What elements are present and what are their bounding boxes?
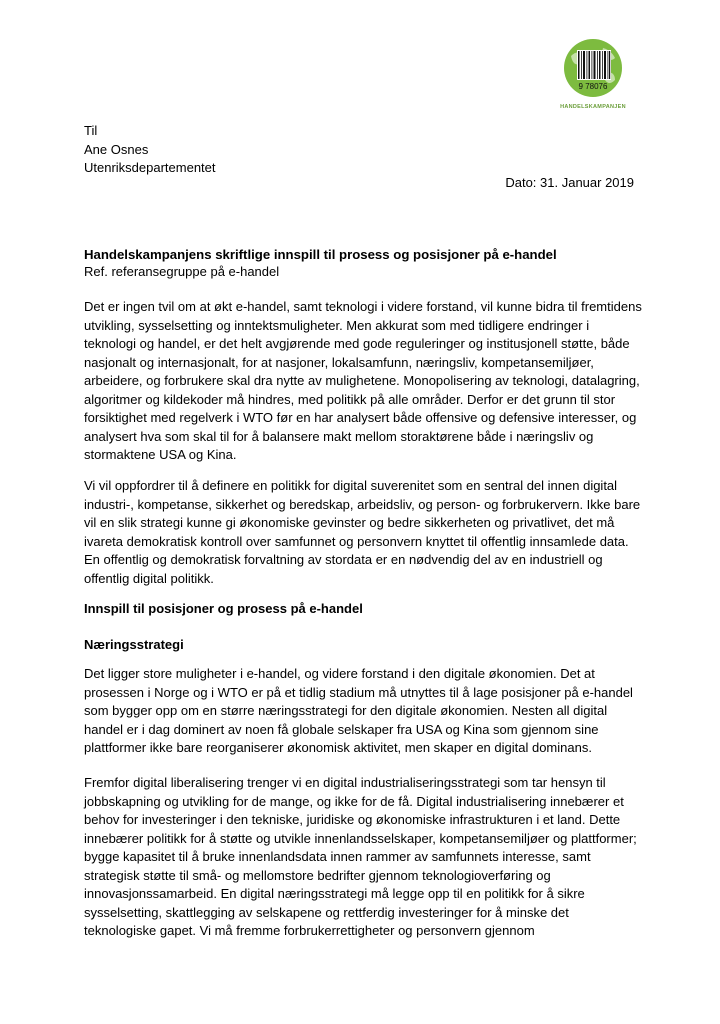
logo-name: HANDELSKAMPANJEN xyxy=(560,104,626,110)
handelskampanjen-logo xyxy=(560,38,626,118)
reference-line: Ref. referansegruppe på e-handel xyxy=(84,264,280,279)
document-title: Handelskampanjens skriftlige innspill til prosess og posisjoner på e-handel xyxy=(84,247,557,262)
section-heading: Innspill til posisjoner og prosess på e-handel xyxy=(84,601,363,616)
barcode-digits: 9 78076 xyxy=(578,82,608,91)
address-line: Utenriksdepartementet xyxy=(84,160,216,175)
body-paragraph: Fremfor digital liberalisering trenger vi en digital industrialiseringsstrategi som tar hensyn til jobbskapning og utvikling for de mange, og ikke for de få. Digital industrialisering innebærer et behov for investeringer i den tekniske, juridiske og økonomiske infrastrukturen i et land. Dette innebærer politikk for å støtte og utvikle innenlandsselskaper, kompetansemiljøer og plattformer; bygge kapasitet til å bruke innenlandsdata innen rammer av samfunnets interesse, samt strategisk støtte til små- og mellomstore bedrifter gjennom teknologioverføring og innovasjonssamarbeid. En digital næringsstrategi må legge opp til en politikk for å sikre sysselsetting, skattlegging av selskapene og rettferdig investeringer for å minske det teknologiske gapet. Vi må fremme forbrukerrettigheter og personvern gjennom xyxy=(84,775,637,938)
body-paragraph: Det er ingen tvil om at økt e-handel, samt teknologi i videre forstand, vil kunne bidra til fremtidens utvikling, sysselsetting og inntektsmuligheter. Men akkurat som med tidligere endringer i teknologi og handel, er det helt avgjørende med gode reguleringer og institusjonell støtte, både nasjonalt og internasjonalt, for at nasjoner, lokalsamfunn, næringsliv, kompetansemiljøer, arbeidere, og forbrukere skal dra nytte av mulighetene. Monopolisering av teknologi, datalagring, algoritmer og kildekoder må hindres, med politikk på alle områder. Derfor er det grunn til stor forsiktighet med regelverk i WTO før en har analysert både offensive og defensive interesser, og analysert hva som skal til for å balansere makt mellom storaktørene både i næringsliv og stormaktene USA og Kina. xyxy=(84,299,642,462)
letter-date: Dato: 31. Januar 2019 xyxy=(505,175,634,190)
globe-barcode-icon xyxy=(563,38,623,102)
address-line: Til xyxy=(84,123,98,138)
subsection-heading: Næringsstrategi xyxy=(84,637,184,652)
body-paragraph: Vi vil oppfordrer til å definere en politikk for digital suverenitet som en sentral del innen digital industri-, kompetanse, sikkerhet og beredskap, arbeidsliv, og person- og forbrukervern. Ikke bare vil en slik strategi kunne gi økonomiske gevinster og bedre sikkerheten og privatlivet, det må ivareta demokratisk kontroll over samfunnet og personvern knyttet til offentlig innsamlede data. En offentlig og demokratisk forvaltning av stordata er en nødvendig del av en industriell og offentlig digital politikk. xyxy=(84,478,641,586)
recipient-address xyxy=(84,122,216,178)
address-line: Ane Osnes xyxy=(84,141,149,157)
body-paragraph: Det ligger store muligheter i e-handel, og videre forstand i den digitale økonomien. Det at prosessen i Norge og i WTO er på et tidlig stadium må utnyttes til å lage posisjoner på e-handel som bygger opp om en større næringsstrategi for den digitale økonomien. Nesten all digital handel er i dag dominert av noen få globale selskaper fra USA og Kina som gjennom sine plattformer ikke bare reorganiserer økonomisk aktivitet, men skaper en digital dominans. xyxy=(84,666,633,755)
